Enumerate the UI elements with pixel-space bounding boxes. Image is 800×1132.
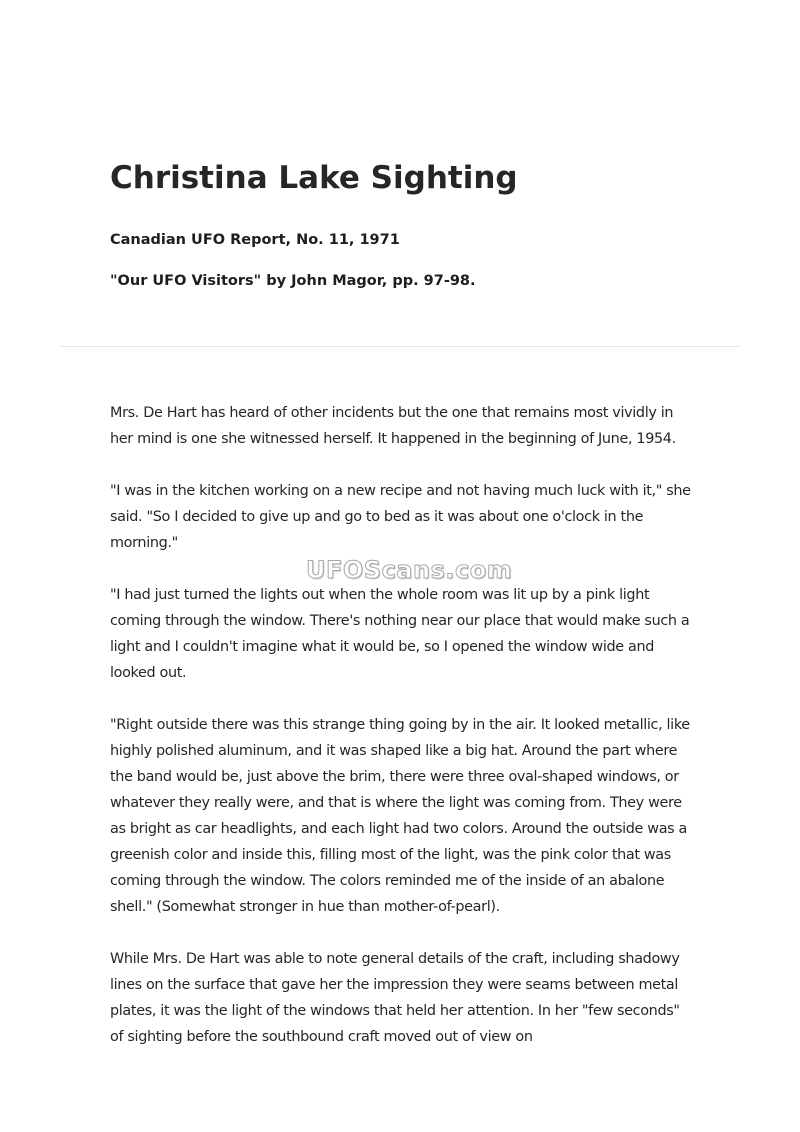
paragraph: Mrs. De Hart has heard of other incidents but the one that remains most vividly in her mind is one she witnessed herself. It happened in the beginning of June, 1954. [110, 405, 676, 447]
paragraph: "I was in the kitchen working on a new recipe and not having much luck with it," she said. "So I decided to give up and go to bed as it was about one o'clock in the morning." [110, 483, 691, 551]
paragraph: "Right outside there was this strange thing going by in the air. It looked metallic, like highly polished aluminum, and it was shaped like a big hat. Around the part where the band would be, just above the brim, there were three oval-shaped windows, or whatever they really were, and that is where the light was coming from. They were as bright as car headlights, and each light had two colors. Around the outside was a greenish color and inside this, filling most of the light, was the pink color that was coming through the window. The colors reminded me of the inside of an abalone shell." (Somewhat stronger in hue than mother-of-pearl). [110, 717, 690, 915]
paragraph: While Mrs. De Hart was able to note general details of the craft, including shadowy lines on the surface that gave her the impression they were seams between metal plates, it was the light of the windows that held her attention. In her "few seconds" of sighting before the southbound craft moved out of view on [110, 951, 680, 1045]
section-divider [60, 346, 740, 347]
watermark: UFOScans.com [306, 556, 513, 584]
paragraph: "I had just turned the lights out when the whole room was lit up by a pink light coming through the window. There's nothing near our place that would make such a light and I couldn't imagine what it would be, so I opened the window wide and looked out. [110, 587, 690, 681]
source-line: Canadian UFO Report, No. 11, 1971 [110, 232, 400, 248]
page-title: Christina Lake Sighting [110, 160, 518, 196]
citation-line: "Our UFO Visitors" by John Magor, pp. 97-98. [110, 273, 476, 289]
article-body [110, 400, 692, 1076]
